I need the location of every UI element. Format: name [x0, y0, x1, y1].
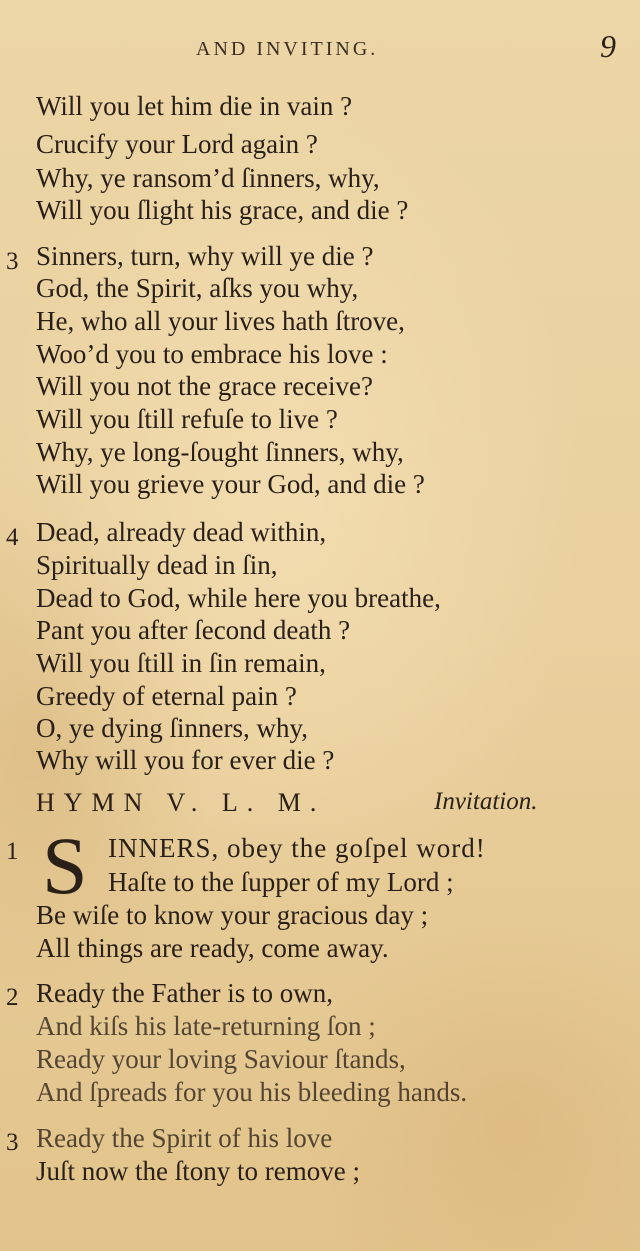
stanza-number: 1 [6, 838, 19, 865]
verse-line: Pant you after ſecond death ? [36, 615, 351, 645]
hymn-heading [36, 788, 626, 824]
verse-line: Dead to God, while here you breathe, [36, 583, 441, 613]
stanza-number: 3 [6, 248, 19, 275]
verse-line: Ready the Father is to own, [36, 978, 333, 1008]
verse-line: Will you ſtill refuſe to live ? [36, 404, 338, 434]
verse-line: Haſte to the ſupper of my Lord ; [108, 867, 454, 897]
verse-line: Why, ye ransom’d ſinners, why, [36, 163, 380, 193]
drop-cap: S [42, 820, 88, 911]
page-header [0, 28, 640, 74]
hymn-subtitle: Invitation. [434, 788, 538, 815]
verse-line: He, who all your lives hath ſtrove, [36, 306, 405, 336]
stanza-number: 2 [6, 984, 19, 1011]
verse-line: Juſt now the ſtony to remove ; [36, 1156, 360, 1186]
verse-line: INNERS, obey the goſpel word! [108, 833, 486, 863]
stanza-number: 3 [6, 1129, 19, 1156]
verse-line: Greedy of eternal pain ? [36, 681, 297, 711]
verse-line: O, ye dying ſinners, why, [36, 713, 308, 743]
page-number: 9 [600, 28, 616, 64]
verse-line: And ſpreads for you his bleeding hands. [36, 1077, 468, 1107]
verse-line: Ready the Spirit of his love [36, 1123, 333, 1153]
verse-line: Woo’d you to embrace his love : [36, 339, 388, 369]
verse-line: Crucify your Lord again ? [36, 129, 318, 159]
verse-line: Why will you for ever die ? [36, 745, 335, 775]
verse-line: Will you not the grace receive? [36, 371, 373, 401]
verse-line: Will you ſtill in ſin remain, [36, 648, 326, 678]
verse-line: Why, ye long-ſought ſinners, why, [36, 437, 404, 467]
verse-line: Sinners, turn, why will ye die ? [36, 241, 374, 271]
verse-line: Ready your loving Saviour ſtands, [36, 1044, 406, 1074]
stanza-number: 4 [6, 524, 19, 551]
verse-line: Will you let him die in vain ? [36, 91, 353, 121]
verse-line: Will you grieve your God, and die ? [36, 469, 425, 499]
verse-line: Be wiſe to know your gracious day ; [36, 900, 429, 930]
hymn-title: HYMN V. L. M. [36, 788, 326, 817]
verse-line: Dead, already dead within, [36, 517, 327, 547]
running-head: AND INVITING. [196, 38, 379, 60]
verse-line: All things are ready, come away. [36, 933, 389, 963]
verse-line: God, the Spirit, aſks you why, [36, 273, 359, 303]
verse-line: Will you ſlight his grace, and die ? [36, 195, 409, 225]
verse-line: Spiritually dead in ſin, [36, 550, 278, 580]
verse-line: And kiſs his late-returning ſon ; [36, 1011, 376, 1041]
